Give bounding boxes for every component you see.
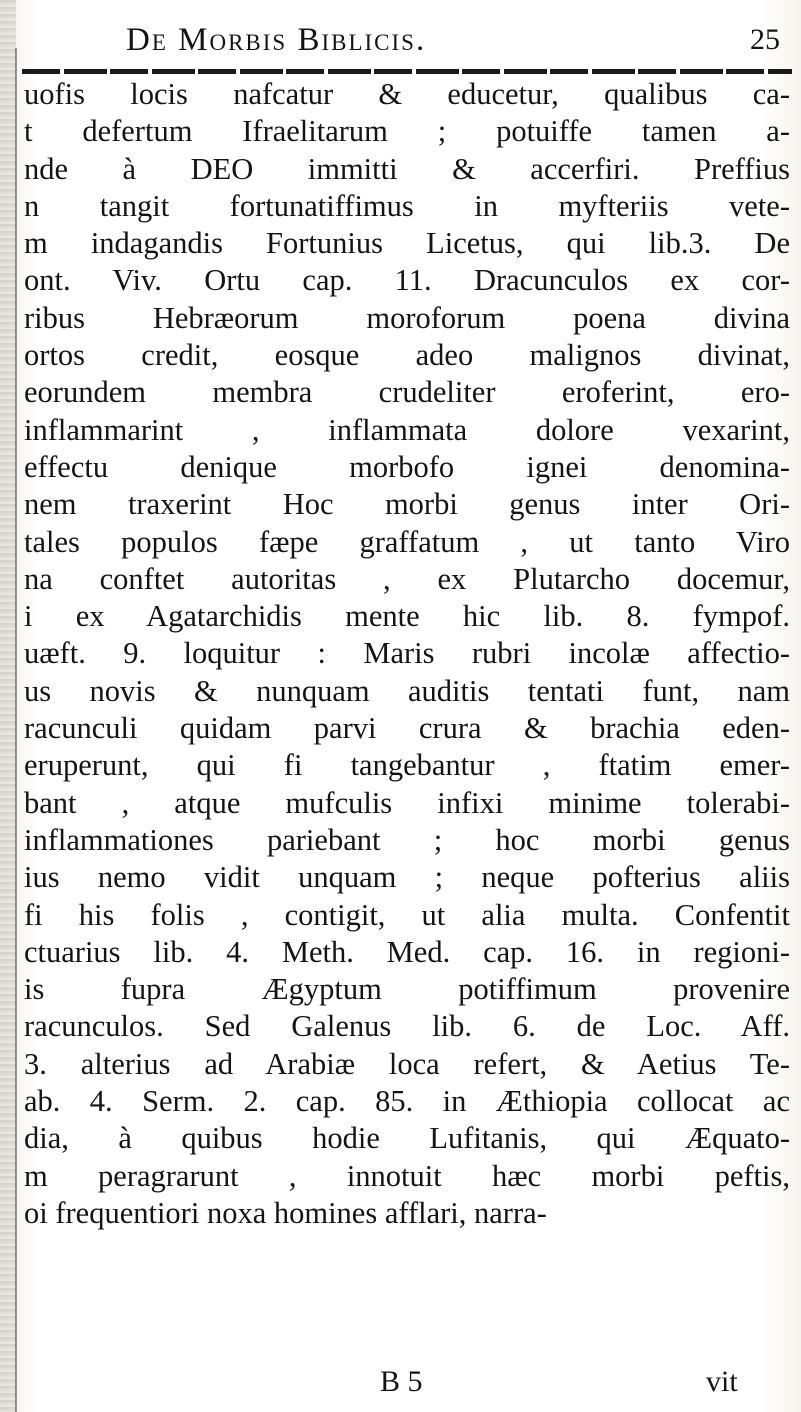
text-line: effectu denique morbofo ignei denomina-	[24, 449, 790, 484]
text-line: racunculos. Sed Galenus lib. 6. de Loc. Aff.	[24, 1009, 790, 1044]
signature-mark: B 5	[380, 1365, 423, 1398]
running-head	[0, 20, 801, 60]
text-line: tales populos fæpe graffatum , ut tanto Viro	[24, 524, 790, 559]
text-line: inflammationes pariebant ; hoc morbi genus	[24, 822, 790, 857]
body-text	[24, 76, 794, 1232]
text-line: nem traxerint Hoc morbi genus inter Ori-	[24, 487, 790, 522]
text-line: oi frequentiori noxa homines afflari, narra-	[24, 1195, 547, 1230]
text-line: us novis & nunquam auditis tentati funt, nam	[24, 673, 790, 708]
text-line: uæft. 9. loquitur : Maris rubri incolæ affectio-	[24, 636, 790, 671]
gutter-edge-line	[15, 48, 17, 1412]
text-line: na conftet autoritas , ex Plutarcho docemur,	[24, 561, 790, 596]
text-line: t defertum Ifraelitarum ; potuiffe tamen a-	[24, 114, 790, 149]
text-line: ab. 4. Serm. 2. cap. 85. in Æthiopia collocat ac	[24, 1084, 790, 1119]
running-title: De Morbis Biblicis.	[126, 22, 427, 58]
text-line: eruperunt, qui fi tangebantur , ftatim emer-	[24, 748, 790, 783]
text-line: ont. Viv. Ortu cap. 11. Dracunculos ex cor-	[24, 263, 790, 298]
text-line: eorundem membra crudeliter eroferint, ero-	[24, 375, 790, 410]
text-line: ctuarius lib. 4. Meth. Med. cap. 16. in regioni-	[24, 934, 790, 969]
text-line: racunculi quidam parvi crura & brachia eden-	[24, 711, 790, 746]
text-line: bant , atque mufculis infixi minime tolerabi-	[24, 785, 790, 820]
text-line: is fupra Ægyptum potiffimum provenire	[24, 972, 790, 1007]
text-line: ortos credit, eosque adeo malignos divinat,	[24, 338, 790, 373]
text-line: i ex Agatarchidis mente hic lib. 8. fympof.	[24, 599, 790, 634]
text-line: ribus Hebræorum moroforum poena divina	[24, 300, 790, 335]
header-rule	[22, 69, 792, 74]
text-line: nde à DEO immitti & accerfiri. Preffius	[24, 151, 790, 186]
text-line: n tangit fortunatiffimus in myfteriis vete-	[24, 188, 790, 223]
text-line: dia, à quibus hodie Lufitanis, qui Æquato-	[24, 1121, 790, 1156]
text-line: m peragrarunt , innotuit hæc morbi peftis,	[24, 1158, 790, 1193]
text-line: fi his folis , contigit, ut alia multa. Confentit	[24, 897, 790, 932]
text-line: ius nemo vidit unquam ; neque pofterius aliis	[24, 860, 790, 895]
text-line: m indagandis Fortunius Licetus, qui lib.3. De	[24, 226, 790, 261]
text-line: inflammarint , inflammata dolore vexarint,	[24, 412, 790, 447]
binding-gutter	[0, 0, 16, 1412]
page-number: 25	[750, 23, 780, 56]
text-line: 3. alterius ad Arabiæ loca refert, & Aetius Te-	[24, 1046, 790, 1081]
text-line: uofis locis nafcatur & educetur, qualibus ca-	[24, 77, 790, 111]
page-footer	[0, 1362, 801, 1402]
catchword: vit	[706, 1365, 738, 1398]
